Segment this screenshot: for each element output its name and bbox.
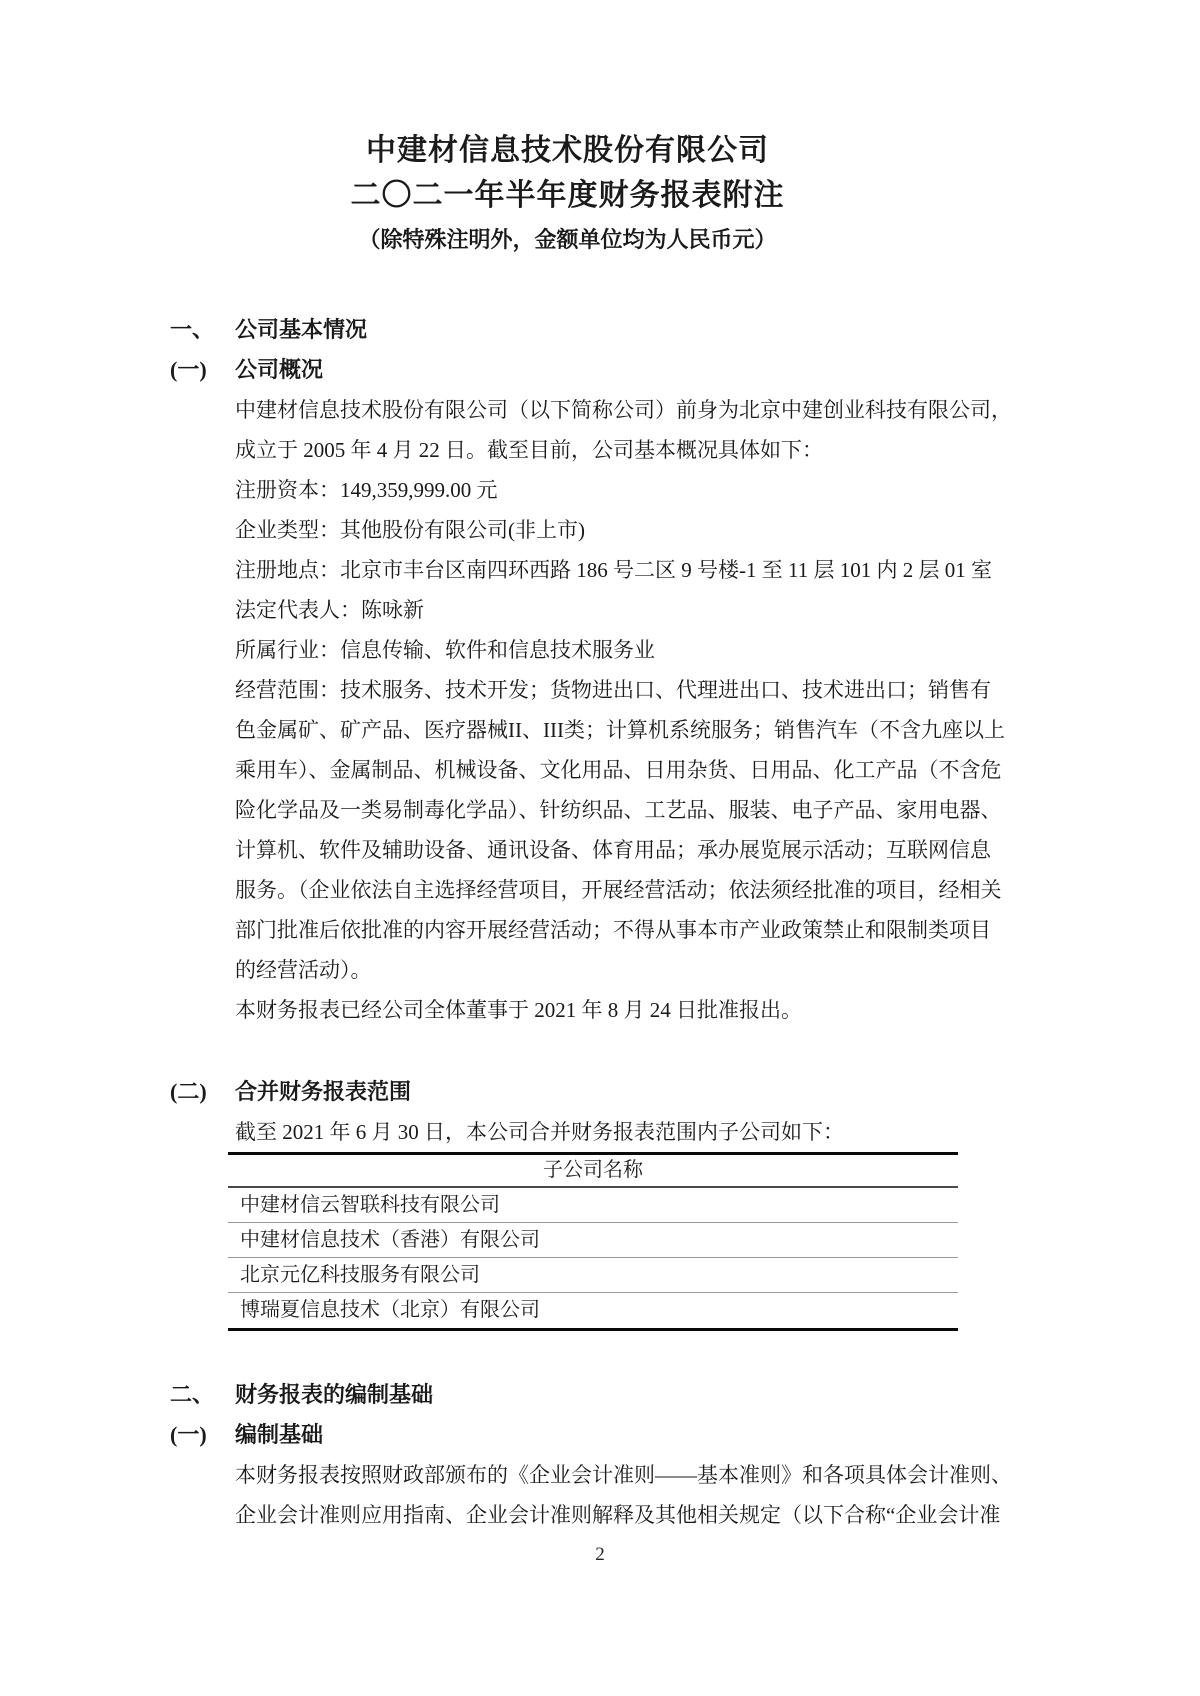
- text-line: 企业会计准则应用指南、企业会计准则解释及其他相关规定（以下合称“企业会计准: [235, 1503, 1001, 1527]
- preparation-basis-paragraph: [235, 1455, 1012, 1535]
- text-line: 服务。（企业依法自主选择经营项目，开展经营活动；依法须经批准的项目，经相关: [235, 878, 1002, 902]
- page-number: 2: [595, 1544, 605, 1565]
- company-name-title: 中建材信息技术股份有限公司: [366, 134, 769, 167]
- currency-note: （除特殊注明外，金额单位均为人民币元）: [358, 227, 777, 252]
- text-line: 计算机、软件及辅助设备、通讯设备、体育用品；承办展览展示活动；互联网信息: [235, 838, 991, 862]
- registered-address-line: 注册地点：北京市丰台区南四环西路 186 号二区 9 号楼-1 至 11 层 101 内 2 层 01 室: [235, 558, 992, 582]
- section-2-heading: [170, 1375, 965, 1415]
- section-1-1-heading: [170, 350, 965, 390]
- text-line: 中建材信息技术股份有限公司（以下简称公司）前身为北京中建创业科技有限公司，: [235, 398, 1012, 422]
- page-content: [170, 0, 1012, 1535]
- report-period-title: 二〇二一年半年度财务报表附注: [350, 179, 785, 212]
- text-line: 色金属矿、矿产品、医疗器械II、III类；计算机系统服务；销售汽车（不含九座以上: [235, 718, 1005, 742]
- consolidation-scope-intro: [235, 1112, 965, 1152]
- document-header: [170, 0, 965, 262]
- table-header-subsidiary-name: 子公司名称: [228, 1155, 958, 1188]
- table-row: 北京元亿科技服务有限公司: [228, 1258, 958, 1293]
- industry-line: 所属行业：信息传输、软件和信息技术服务业: [235, 638, 655, 662]
- text-line: 成立于 2005 年 4 月 22 日。截至目前，公司基本概况具体如下：: [235, 438, 823, 462]
- text-line: 部门批准后依批准的内容开展经营活动；不得从事本市产业政策禁止和限制类项目: [235, 918, 991, 942]
- text-line: 本财务报表按照财政部颁布的《企业会计准则——基本准则》和各项具体会计准则、: [235, 1463, 1012, 1487]
- text-line: 险化学品及一类易制毒化学品）、针纺织品、工艺品、服装、电子产品、家用电器、: [235, 798, 1002, 822]
- legal-representative-line: 法定代表人：陈咏新: [235, 598, 424, 622]
- table-row: 博瑞夏信息技术（北京）有限公司: [240, 1299, 540, 1321]
- section-1-title: 公司基本情况: [235, 317, 368, 342]
- table-row: 中建材信云智联科技有限公司: [228, 1188, 958, 1223]
- text-line: 截至 2021 年 6 月 30 日，本公司合并财务报表范围内子公司如下：: [235, 1120, 844, 1144]
- enterprise-type-line: 企业类型：其他股份有限公司(非上市): [235, 518, 585, 542]
- approval-date-line: 本财务报表已经公司全体董事于 2021 年 8 月 24 日批准报出。: [235, 998, 802, 1022]
- text-line: 的经营活动）。: [235, 958, 372, 982]
- section-1-heading: [170, 310, 965, 350]
- section-2-1-heading: [170, 1415, 965, 1455]
- section-2-number: 二、: [170, 1382, 215, 1407]
- section-1-2-heading: [170, 1072, 965, 1112]
- section-1-1-number: (一): [170, 357, 207, 382]
- section-1-1-title: 公司概况: [235, 357, 324, 382]
- registered-capital-line: 注册资本：149,359,999.00 元: [235, 478, 498, 502]
- section-1-2-number: (二): [170, 1079, 207, 1104]
- business-scope-line: 经营范围：技术服务、技术开发；货物进出口、代理进出口、技术进出口；销售有: [235, 678, 991, 702]
- section-2-1-number: (一): [170, 1422, 207, 1447]
- section-1-number: 一、: [170, 317, 215, 342]
- section-2-1-title: 编制基础: [235, 1422, 324, 1447]
- subsidiaries-table: [228, 1152, 958, 1331]
- text-line: 乘用车）、金属制品、机械设备、文化用品、日用杂货、日用品、化工产品（不含危: [235, 758, 1002, 782]
- section-2-title: 财务报表的编制基础: [235, 1382, 434, 1407]
- table-row: 中建材信息技术（香港）有限公司: [228, 1223, 958, 1258]
- section-1-2-title: 合并财务报表范围: [235, 1079, 412, 1104]
- company-overview-paragraph: [235, 390, 1012, 1030]
